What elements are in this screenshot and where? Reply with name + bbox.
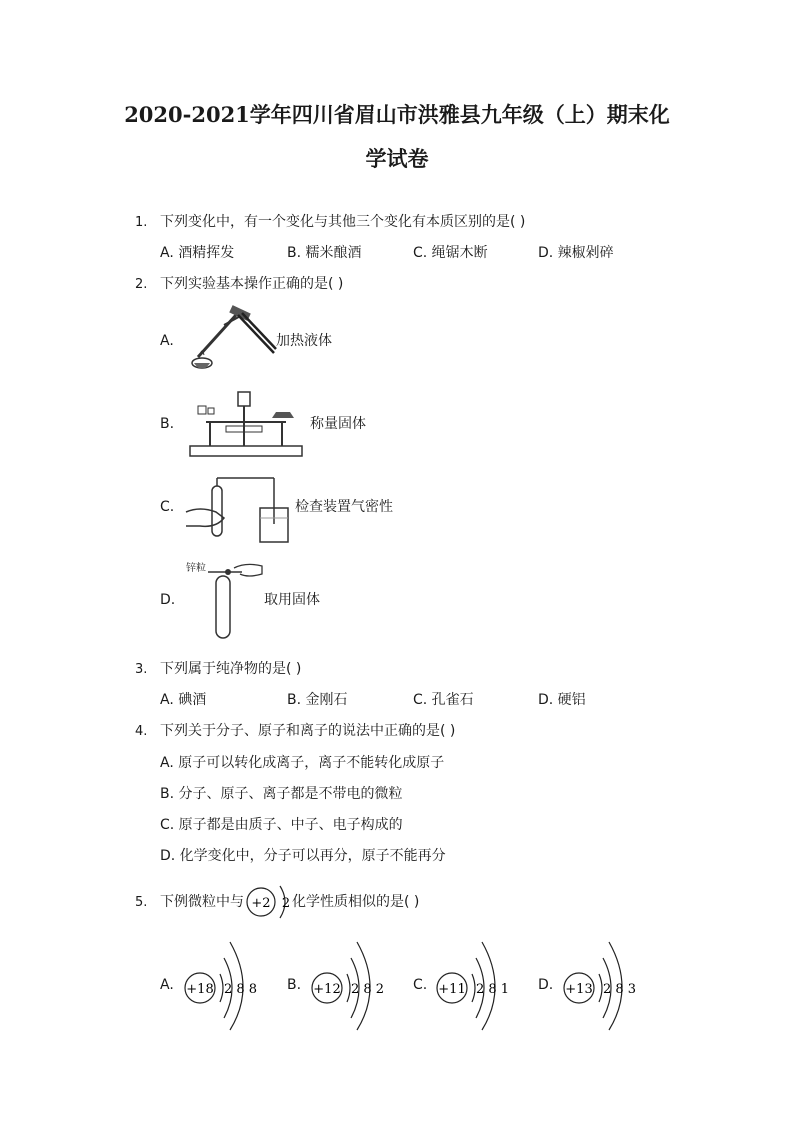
q2-option-a-letter[interactable]: A. xyxy=(160,333,174,349)
atom-d-shells: 2 8 3 xyxy=(603,982,637,997)
atom-diagram-a xyxy=(184,938,264,1030)
q2-option-c-letter[interactable]: C. xyxy=(160,499,175,515)
atom-a-shells: 2 8 8 xyxy=(224,982,258,997)
balance-scale-figure xyxy=(186,388,306,460)
atom-d-nucleus: +13 xyxy=(565,982,593,997)
q2-option-c-caption: 检查装置气密性 xyxy=(295,499,393,515)
q2-option-b-caption: 称量固体 xyxy=(310,416,366,432)
q3-option-d[interactable]: D. 硬铝 xyxy=(538,692,586,708)
airtightness-check-figure xyxy=(186,474,292,546)
q5-option-a-letter[interactable]: A. xyxy=(160,977,174,993)
q4-option-b[interactable]: B. 分子、原子、离子都是不带电的微粒 xyxy=(160,786,403,802)
q2-stem: 下列实验基本操作正确的是( ) xyxy=(160,276,344,292)
exam-title-line1: 2020-2021学年四川省眉山市洪雅县九年级（上）期末化 xyxy=(124,102,670,127)
helium-shell-text: 2 xyxy=(281,896,291,911)
exam-title-line2: 学试卷 xyxy=(365,146,429,171)
atom-a-nucleus: +18 xyxy=(186,982,214,997)
q5-number: 5. xyxy=(135,895,148,910)
q3-option-b[interactable]: B. 金刚石 xyxy=(287,692,348,708)
atom-b-shells: 2 8 2 xyxy=(351,982,385,997)
atom-diagram-d xyxy=(563,938,643,1030)
zinc-granule-label: 锌粒 xyxy=(186,563,206,574)
q1-stem: 下列变化中，有一个变化与其他三个变化有本质区别的是( ) xyxy=(160,214,526,230)
q2-option-d-caption: 取用固体 xyxy=(264,592,320,608)
q3-number: 3. xyxy=(135,662,148,677)
q2-option-d-letter[interactable]: D. xyxy=(160,592,176,608)
q2-number: 2. xyxy=(135,277,148,292)
q1-option-a[interactable]: A. 酒精挥发 xyxy=(160,245,235,261)
q3-stem: 下列属于纯净物的是( ) xyxy=(160,661,302,677)
q2-option-a-caption: 加热液体 xyxy=(276,333,332,349)
q2-option-b-letter[interactable]: B. xyxy=(160,416,175,432)
helium-nucleus-text: +2 xyxy=(251,896,271,911)
q5-option-d-letter[interactable]: D. xyxy=(538,977,554,993)
q4-option-c[interactable]: C. 原子都是由质子、中子、电子构成的 xyxy=(160,817,403,833)
q1-option-b[interactable]: B. 糯米酿酒 xyxy=(287,245,362,261)
helium-atom-diagram xyxy=(244,882,290,922)
q5-stem-before: 下例微粒中与 xyxy=(160,894,244,910)
q4-stem: 下列关于分子、原子和离子的说法中正确的是( ) xyxy=(160,723,456,739)
q1-option-c[interactable]: C. 绳锯木断 xyxy=(413,245,488,261)
adding-solid-figure xyxy=(206,560,266,642)
q3-option-a[interactable]: A. 碘酒 xyxy=(160,692,207,708)
q4-option-d[interactable]: D. 化学变化中，分子可以再分，原子不能再分 xyxy=(160,848,446,864)
q1-option-d[interactable]: D. 辣椒剁碎 xyxy=(538,245,614,261)
atom-c-shells: 2 8 1 xyxy=(476,982,510,997)
q5-option-c-letter[interactable]: C. xyxy=(413,977,428,993)
q4-option-a[interactable]: A. 原子可以转化成离子，离子不能转化成原子 xyxy=(160,755,445,771)
q5-stem-after: 化学性质相似的是( ) xyxy=(292,894,420,910)
atom-b-nucleus: +12 xyxy=(313,982,341,997)
q4-number: 4. xyxy=(135,724,148,739)
atom-c-nucleus: +11 xyxy=(438,982,466,997)
q3-option-c[interactable]: C. 孔雀石 xyxy=(413,692,474,708)
heating-liquid-figure xyxy=(186,305,276,377)
atom-diagram-c xyxy=(436,938,516,1030)
q1-number: 1. xyxy=(135,215,148,230)
atom-diagram-b xyxy=(311,938,391,1030)
q5-option-b-letter[interactable]: B. xyxy=(287,977,302,993)
